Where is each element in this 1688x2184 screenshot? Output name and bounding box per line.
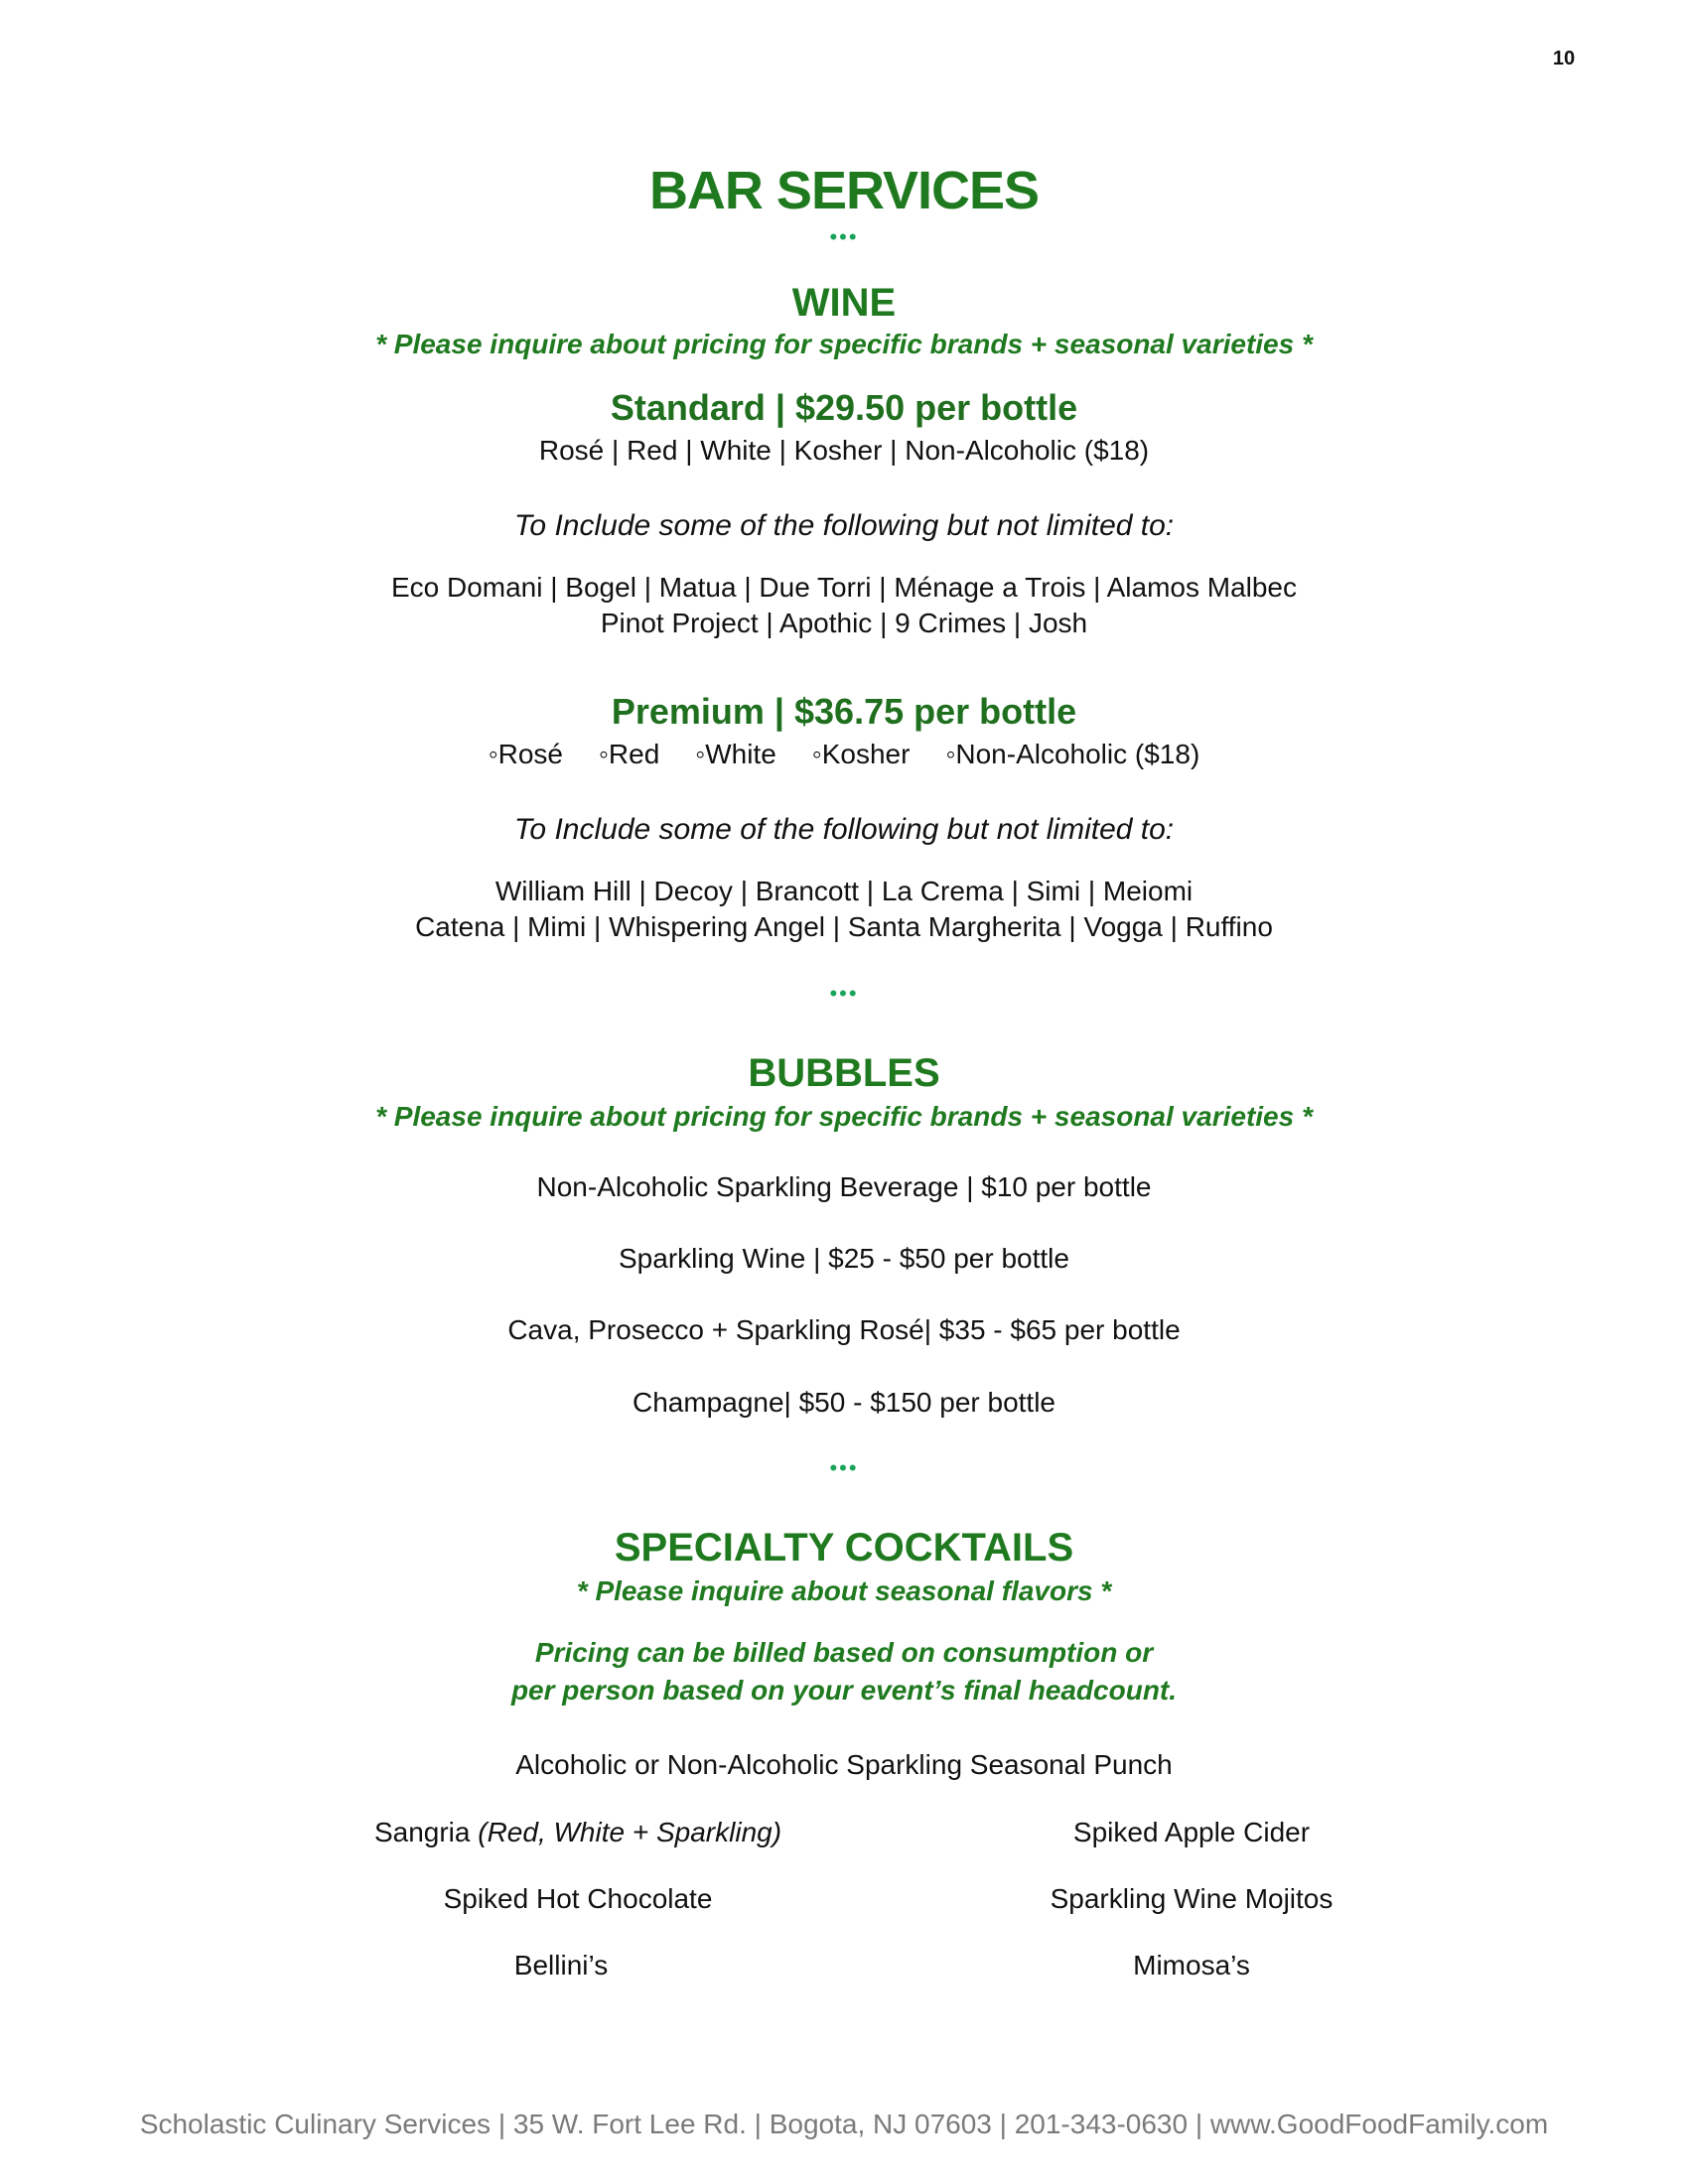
cocktail-sangria (280, 1815, 876, 1850)
standard-brands-line-1: Eco Domani | Bogel | Matua | Due Torri | Ménage a Trois | Alamos Malbec (390, 572, 1298, 603)
premium-tier-title: Premium | $36.75 per bottle (611, 691, 1077, 732)
standard-include-label: To Include some of the following but not limited to: (513, 509, 1175, 542)
premium-brands-line-1: William Hill | Decoy | Brancott | La Crema | Simi | Meiomi (494, 876, 1194, 906)
cocktail-item: Spiked Apple Cider (1072, 1817, 1311, 1847)
cocktails-note: * Please inquire about seasonal flavors * (576, 1575, 1112, 1606)
premium-varieties (0, 737, 1688, 772)
premium-variety-red: ◦Red (599, 739, 660, 769)
premium-variety-white: ◦White (695, 739, 776, 769)
cocktail-sangria-detail: (Red, White + Sparkling) (478, 1817, 782, 1847)
standard-brands-line-2: Pinot Project | Apothic | 9 Crimes | Josh (600, 608, 1088, 638)
cocktail-sangria-name: Sangria (373, 1817, 471, 1847)
bubbles-item: Sparkling Wine | $25 - $50 per bottle (619, 1243, 1069, 1274)
premium-variety-kosher: ◦Kosher (811, 739, 911, 769)
premium-brands-line-2: Catena | Mimi | Whispering Angel | Santa Margherita | Vogga | Ruffino (415, 911, 1273, 942)
premium-variety-rose: ◦Rosé (488, 739, 563, 769)
bubbles-note: * Please inquire about pricing for specific brands + seasonal varieties * (375, 1101, 1313, 1132)
bubbles-item: Champagne| $50 - $150 per bottle (632, 1387, 1055, 1418)
standard-tier-title: Standard | $29.50 per bottle (610, 387, 1078, 428)
bubbles-heading: BUBBLES (748, 1051, 940, 1095)
cocktails-pricing-line-1: Pricing can be billed based on consumption or (534, 1637, 1154, 1668)
cocktail-punch: Alcoholic or Non-Alcoholic Sparkling Seasonal Punch (515, 1749, 1173, 1780)
premium-include-label: To Include some of the following but not limited to: (513, 813, 1175, 846)
bubbles-item: Cava, Prosecco + Sparkling Rosé| $35 - $65 per bottle (507, 1314, 1181, 1345)
wine-note: * Please inquire about pricing for specific brands + seasonal varieties * (375, 329, 1313, 359)
bubbles-item: Non-Alcoholic Sparkling Beverage | $10 per bottle (536, 1171, 1152, 1202)
page-number: 10 (1552, 48, 1576, 69)
standard-varieties: Rosé | Red | White | Kosher | Non-Alcoholic ($18) (538, 435, 1150, 466)
page-title: BAR SERVICES (648, 161, 1040, 220)
cocktail-item: Sparkling Wine Mojitos (1050, 1883, 1334, 1914)
cocktails-heading: SPECIALTY COCKTAILS (614, 1526, 1074, 1570)
divider-dots: ••• (829, 981, 859, 1006)
divider-dots: ••• (829, 224, 859, 249)
footer-contact: Scholastic Culinary Services | 35 W. Fort Lee Rd. | Bogota, NJ 07603 | 201-343-0630 | www.GoodFoodFamily.com (139, 2109, 1549, 2139)
divider-dots: ••• (829, 1455, 859, 1480)
cocktails-pricing-line-2: per person based on your event’s final headcount. (510, 1675, 1178, 1706)
cocktail-item: Spiked Hot Chocolate (443, 1883, 713, 1914)
premium-variety-non-alcoholic: ◦Non-Alcoholic ($18) (945, 739, 1200, 769)
wine-heading: WINE (791, 281, 897, 325)
cocktail-item: Bellini’s (513, 1950, 609, 1980)
cocktail-item: Mimosa’s (1133, 1950, 1250, 1980)
